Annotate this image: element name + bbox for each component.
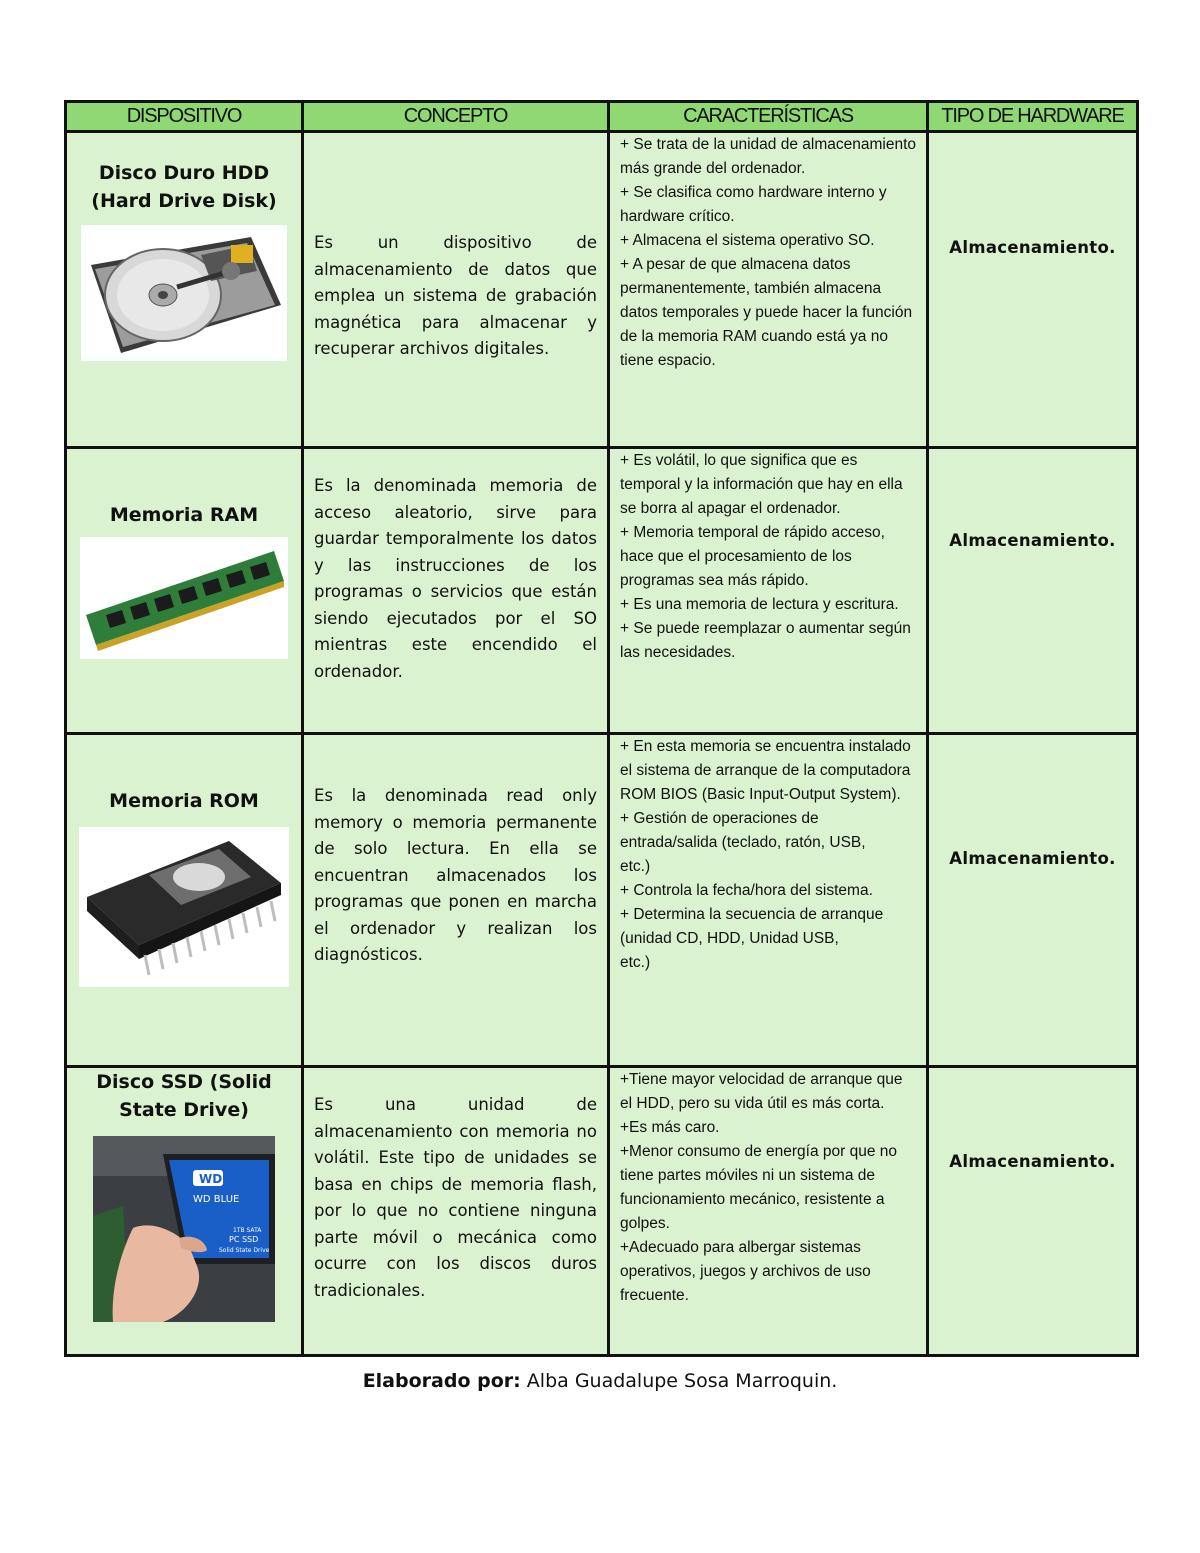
hardware-type: Almacenamiento. — [949, 531, 1116, 550]
feature-item: + Es una memoria de lectura y escritura. — [620, 596, 899, 613]
device-name: Memoria RAM — [109, 504, 259, 526]
table-row — [66, 734, 1138, 1067]
concept-text: Es la denominada memoria de acceso aleatorio, sirve para guardar temporalmente los datos y las instrucciones de los programas o servicios que están siendo ejecutados por el SO mientras este encendido el ordenador. — [314, 476, 597, 681]
device-cell — [66, 132, 303, 448]
ssd-line-label: WD BLUE — [193, 1194, 240, 1205]
feature-item: + Controla la fecha/hora del sistema. — [620, 882, 873, 899]
features-list — [610, 735, 926, 975]
hardware-type-cell — [928, 132, 1138, 448]
author-credit — [0, 1370, 1200, 1392]
hdd-image — [81, 225, 287, 361]
features-list — [610, 1068, 926, 1308]
concept-cell — [303, 448, 609, 734]
device-cell — [66, 734, 303, 1067]
ssd-brand-label: WD — [199, 1172, 223, 1186]
ram-image — [80, 537, 288, 659]
hardware-type-cell — [928, 1067, 1138, 1356]
table-row — [66, 132, 1138, 448]
hardware-type-cell — [928, 448, 1138, 734]
hardware-type: Almacenamiento. — [949, 1151, 1116, 1171]
feature-item: etc.) — [620, 858, 651, 875]
feature-item: +Es más caro. — [620, 1119, 720, 1136]
features-cell — [609, 1067, 928, 1356]
concept-text: Es la denominada read only memory o memoria permanente de solo lectura. En ella se encuentran almacenados los programas que ponen en marcha el ordenador y realizan los diagnósticos. — [314, 786, 597, 964]
feature-item: + Se trata de la unidad de almacenamiento más grande del ordenador. — [620, 136, 916, 177]
feature-item: +Menor consumo de energía por que no tiene partes móviles ni un sistema de funcionamiento mecánico, resistente a golpes. — [620, 1143, 898, 1232]
ssd-image — [93, 1136, 275, 1322]
hardware-type: Almacenamiento. — [949, 848, 1116, 868]
ssd-spec2-label: PC SSD — [229, 1235, 259, 1244]
feature-item: + Determina la secuencia de arranque (unidad CD, HDD, Unidad USB, — [620, 906, 884, 947]
feature-item: +Tiene mayor velocidad de arranque que el HDD, pero su vida útil es más corta. — [620, 1071, 903, 1112]
author-label: Elaborado por: — [362, 1370, 521, 1392]
concept-cell — [303, 1067, 609, 1356]
features-cell — [609, 448, 928, 734]
feature-item: + En esta memoria se encuentra instalado el sistema de arranque de la computadora ROM BIOS (Basic Input-Output System). — [620, 738, 911, 803]
device-cell — [66, 448, 303, 734]
header-features: CARACTERÍSTICAS — [609, 102, 928, 132]
device-cell — [66, 1067, 303, 1356]
hardware-type: Almacenamiento. — [949, 238, 1116, 257]
feature-item: + Memoria temporal de rápido acceso, hace que el procesamiento de los programas sea más rápido. — [620, 524, 885, 589]
hardware-table — [64, 100, 1139, 1357]
feature-item: + Se clasifica como hardware interno y hardware crítico. — [620, 184, 887, 225]
feature-item: + Se puede reemplazar o aumentar según las necesidades. — [620, 620, 911, 661]
feature-item: +Adecuado para albergar sistemas operativos, juegos y archivos de uso frecuente. — [620, 1239, 871, 1304]
feature-item: + Gestión de operaciones de entrada/salida (teclado, ratón, USB, — [620, 810, 866, 851]
table-row — [66, 1067, 1138, 1356]
header-concept: CONCEPTO — [303, 102, 609, 132]
concept-text: Es un dispositivo de almacenamiento de datos que emplea un sistema de grabación magnética para almacenar y recuperar archivos digitales. — [314, 233, 597, 358]
feature-item: etc.) — [620, 954, 651, 971]
concept-cell — [303, 132, 609, 448]
features-cell — [609, 132, 928, 448]
hardware-type-cell — [928, 734, 1138, 1067]
header-device: DISPOSITIVO — [66, 102, 303, 132]
feature-item: + A pesar de que almacena datos permanentemente, también almacena datos temporales y puede hacer la función de la memoria RAM cuando está ya no tiene espacio. — [620, 256, 913, 369]
features-list — [610, 133, 926, 373]
table-row — [66, 448, 1138, 734]
ssd-spec1-label: 1TB SATA — [233, 1227, 262, 1234]
header-row — [66, 102, 1138, 132]
concept-text: Es una unidad de almacenamiento con memoria no volátil. Este tipo de unidades se basa en chips de memoria flash, por lo que no contiene ninguna parte móvil o mecánica como ocurre con los discos duros tradicionales. — [314, 1095, 597, 1300]
device-name: Memoria ROM — [109, 790, 259, 812]
rom-chip-image — [79, 827, 289, 987]
feature-item: + Es volátil, lo que significa que es temporal y la información que hay en ella se borra al apagar el ordenador. — [620, 452, 903, 517]
concept-cell — [303, 734, 609, 1067]
feature-item: + Almacena el sistema operativo SO. — [620, 232, 875, 249]
features-cell — [609, 734, 928, 1067]
author-name: Alba Guadalupe Sosa Marroquin. — [526, 1370, 838, 1392]
features-list — [610, 449, 926, 665]
header-hardware-type: TIPO DE HARDWARE — [928, 102, 1138, 132]
device-name: Disco SSD (Solid State Drive) — [96, 1071, 272, 1121]
ssd-spec3-label: Solid State Drive — [219, 1247, 270, 1254]
device-name: Disco Duro HDD (Hard Drive Disk) — [91, 162, 277, 212]
